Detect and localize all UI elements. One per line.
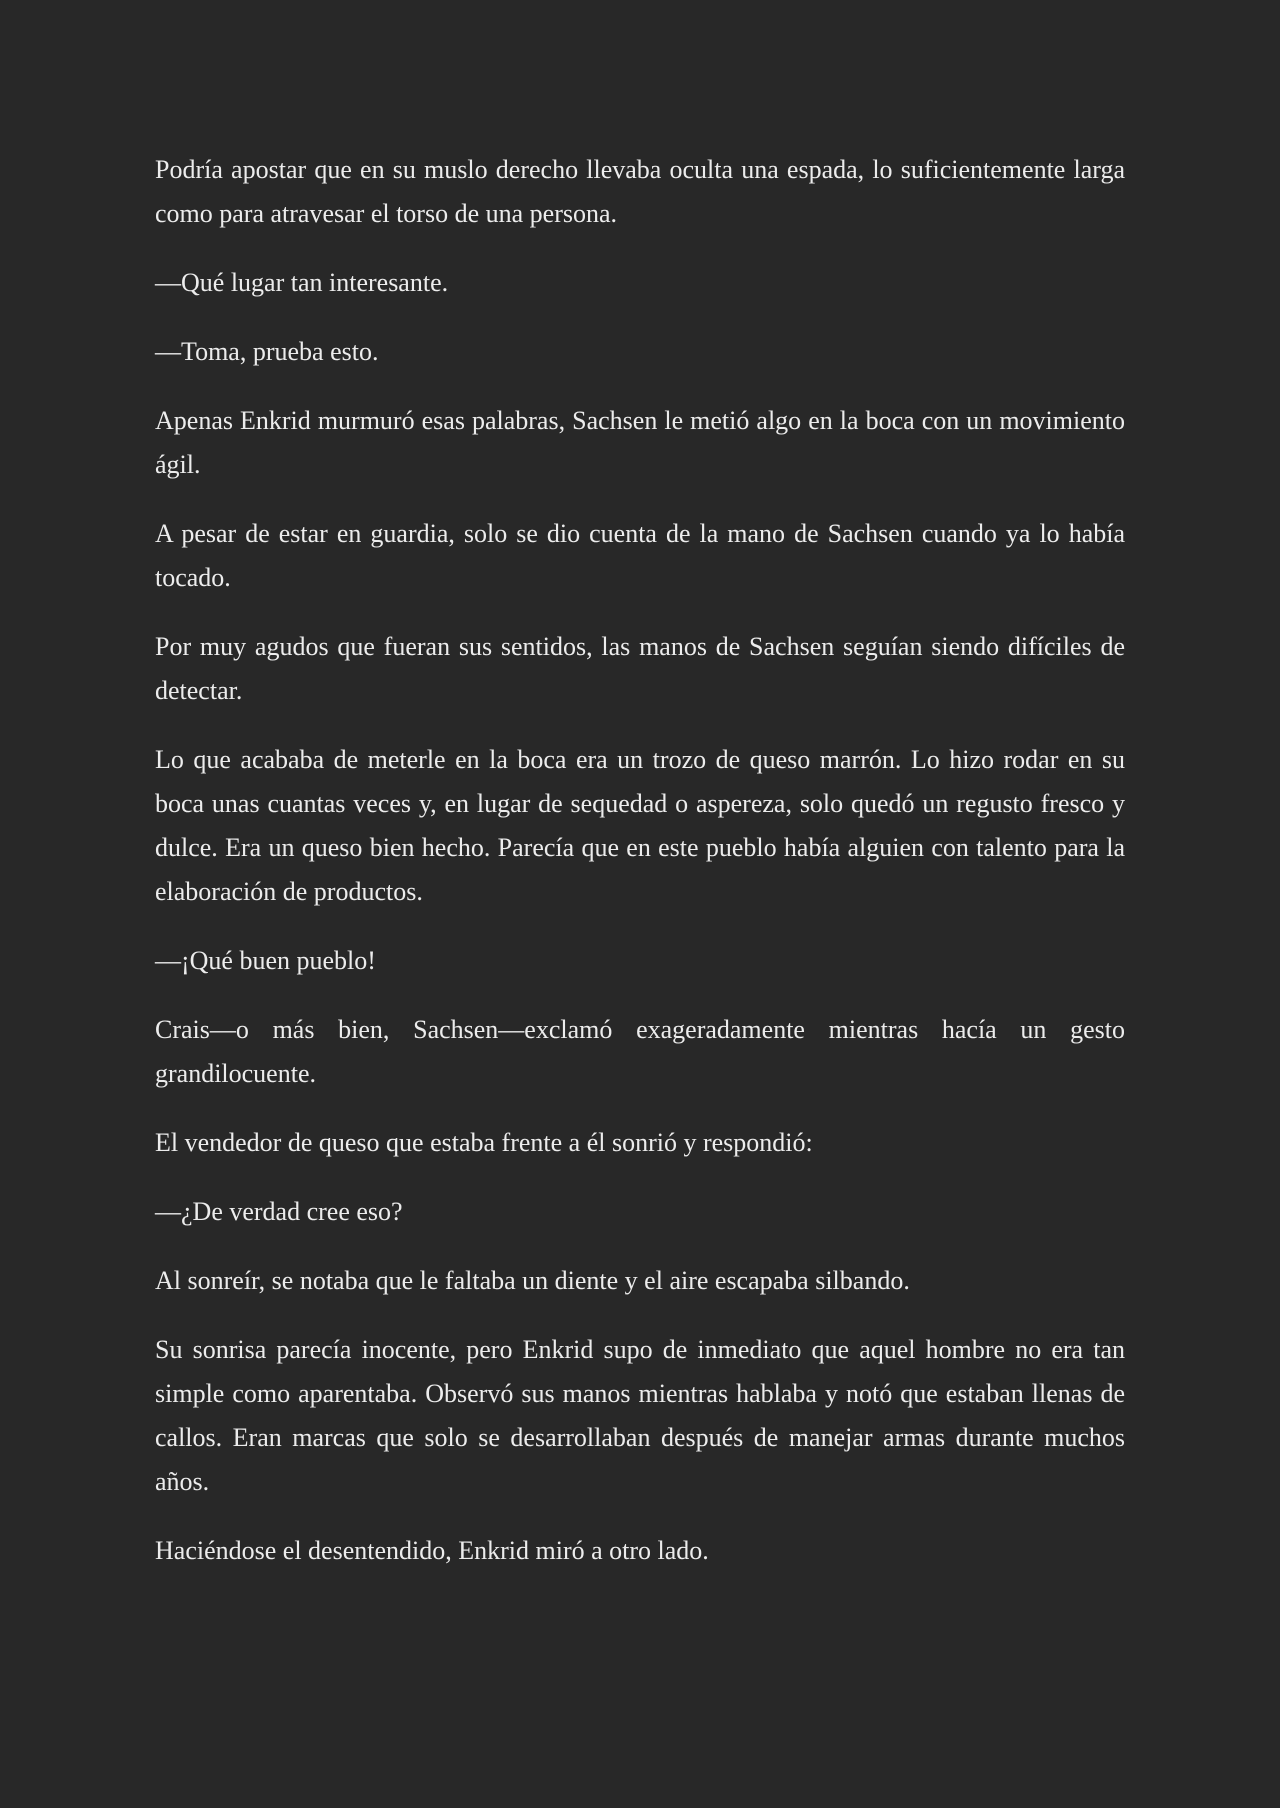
paragraph: —¡Qué buen pueblo! xyxy=(155,946,376,975)
paragraph: Al sonreír, se notaba que le faltaba un diente y el aire escapaba silbando. xyxy=(155,1266,910,1295)
paragraph: —Toma, prueba esto. xyxy=(155,337,379,366)
paragraph: —¿De verdad cree eso? xyxy=(155,1197,403,1226)
paragraph: Su sonrisa parecía inocente, pero Enkrid supo de inmediato que aquel hombre no era tan simple como aparentaba. Observó sus manos mientras hablaba y notó que estaban llenas de callos. Eran marcas que solo se desarrollaban después de manejar armas durante muchos años. xyxy=(155,1335,1125,1496)
paragraph: Apenas Enkrid murmuró esas palabras, Sachsen le metió algo en la boca con un movimiento ágil. xyxy=(155,406,1125,479)
paragraph: A pesar de estar en guardia, solo se dio cuenta de la mano de Sachsen cuando ya lo había tocado. xyxy=(155,519,1125,592)
paragraph: Crais—o más bien, Sachsen—exclamó exageradamente mientras hacía un gesto grandilocuente. xyxy=(155,1015,1125,1088)
paragraph: Lo que acababa de meterle en la boca era un trozo de queso marrón. Lo hizo rodar en su boca unas cuantas veces y, en lugar de sequedad o aspereza, solo quedó un regusto fresco y dulce. Era un queso bien hecho. Parecía que en este pueblo había alguien con talento para la elaboración de productos. xyxy=(155,745,1125,906)
paragraph: Podría apostar que en su muslo derecho llevaba oculta una espada, lo suficientemente larga como para atravesar el torso de una persona. xyxy=(155,155,1125,228)
paragraph: El vendedor de queso que estaba frente a él sonrió y respondió: xyxy=(155,1128,813,1157)
paragraph: Haciéndose el desentendido, Enkrid miró a otro lado. xyxy=(155,1536,709,1565)
paragraph: —Qué lugar tan interesante. xyxy=(155,268,449,297)
paragraph: Por muy agudos que fueran sus sentidos, las manos de Sachsen seguían siendo difíciles de detectar. xyxy=(155,632,1125,705)
